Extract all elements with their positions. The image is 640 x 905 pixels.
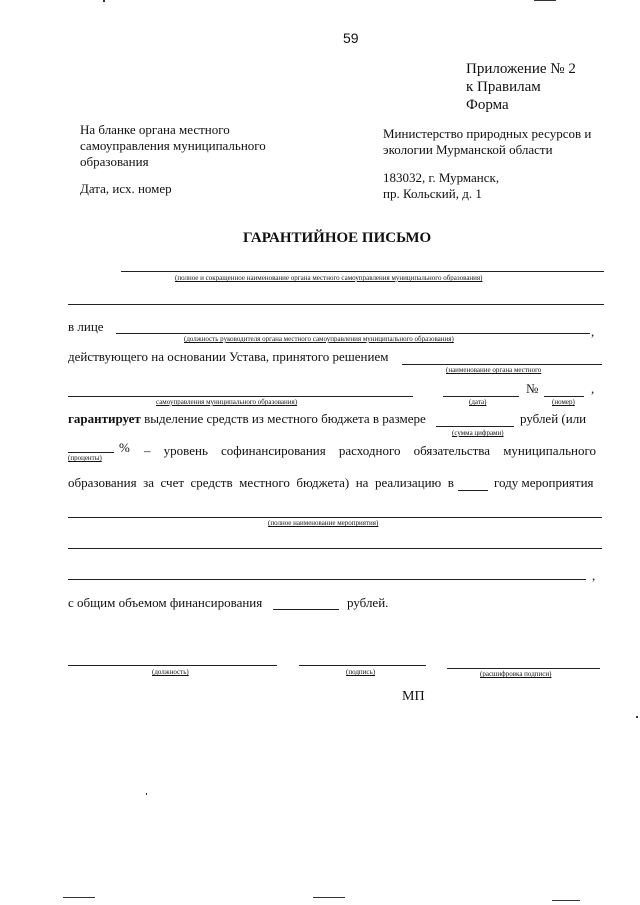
event-name-line-3	[68, 579, 586, 580]
caption-position: (должность)	[152, 668, 189, 676]
decision-number-line	[544, 396, 584, 397]
guarantee-sentence	[68, 411, 426, 427]
appendix-block	[466, 60, 576, 114]
in-person-label: в лице	[68, 319, 104, 334]
caption-head-position: (должность руководителя органа местного самоуправления муниципального образования)	[184, 335, 454, 343]
cofin-word: муниципального	[503, 443, 596, 458]
addressee-line2: экологии Мурманской области	[383, 142, 553, 157]
cofin-word: –	[144, 443, 151, 458]
year-activity-text: году мероприятия	[494, 475, 594, 490]
caption-date: (дата)	[469, 398, 487, 406]
budget-word: за	[143, 475, 154, 490]
percent-line	[68, 452, 114, 453]
scan-mark	[63, 897, 95, 898]
position-line	[68, 665, 277, 666]
signature-line	[299, 665, 426, 666]
cofin-word: обязательства	[413, 443, 491, 458]
caption-organ-name-1: (наименование органа местного	[446, 366, 542, 374]
comma-3: ,	[592, 568, 596, 583]
caption-number: (номер)	[552, 398, 575, 406]
scan-mark	[552, 900, 580, 901]
budget-word: счет	[160, 475, 185, 490]
addressee-block	[383, 126, 591, 158]
percent-sign: %	[119, 440, 130, 455]
caption-event-name: (полное наименование мероприятия)	[268, 519, 379, 527]
decision-organ-line	[402, 364, 602, 365]
total-volume-line	[273, 609, 339, 610]
cofin-word: уровень	[163, 443, 208, 458]
decision-organ-line-2	[68, 396, 413, 397]
address-line2: пр. Кольский, д. 1	[383, 186, 482, 201]
addressee-line1: Министерство природных ресурсов и	[383, 126, 592, 141]
date-ref-label: Дата, исх. номер	[80, 181, 172, 196]
cofin-word: расходного	[338, 443, 401, 458]
letterhead-line2: самоуправления муниципального	[80, 138, 266, 153]
comma-2: ,	[591, 381, 595, 396]
addressee-address	[383, 170, 499, 202]
number-sign: №	[526, 381, 539, 396]
appendix-line1: Приложение № 2	[466, 61, 576, 77]
scan-mark	[636, 716, 638, 718]
appendix-line2: к Правилам	[466, 79, 541, 95]
caption-sum-digits: (сумма цифрами)	[452, 429, 504, 437]
letterhead-note	[80, 122, 266, 170]
decoding-line	[447, 668, 600, 669]
event-name-line	[68, 517, 602, 518]
address-line1: 183032, г. Мурманск,	[383, 170, 500, 185]
year-line	[458, 490, 488, 491]
scan-mark	[534, 0, 556, 1]
rubles-or-text: рублей (или	[520, 411, 587, 426]
caption-percent: (проценты)	[68, 454, 102, 462]
decision-date-line	[443, 396, 519, 397]
cofin-word: софинансирования	[221, 443, 326, 458]
sum-line	[436, 426, 514, 427]
guarantees-word: гарантирует	[68, 411, 141, 426]
scan-mark	[313, 897, 345, 898]
letterhead-line1: На бланке органа местного	[80, 122, 230, 137]
budget-word: в	[447, 475, 454, 490]
org-name-line	[121, 271, 604, 272]
scan-mark	[103, 0, 105, 2]
document-title: ГАРАНТИЙНОЕ ПИСЬМО	[243, 230, 432, 246]
cofinancing-line	[144, 443, 596, 459]
budget-word: образования	[68, 475, 137, 490]
head-position-line	[116, 333, 590, 334]
appendix-line3: Форма	[466, 97, 509, 113]
budget-word: местного	[239, 475, 290, 490]
acting-basis-text: действующего на основании Устава, принятого решением	[68, 349, 389, 364]
caption-organ-name-2: самоуправления муниципального образования)	[156, 398, 298, 406]
caption-org-name: (полное и сокращенное наименование органа местного самоуправления муниципального образования)	[175, 274, 483, 282]
letterhead-line3: образования	[80, 154, 149, 169]
budget-line	[68, 475, 454, 491]
event-name-line-2	[68, 548, 602, 549]
caption-signature: (подпись)	[346, 668, 376, 676]
budget-word: средств	[190, 475, 233, 490]
comma-1: ,	[591, 324, 595, 339]
org-name-line-2	[68, 304, 604, 305]
budget-word: на	[355, 475, 369, 490]
scan-mark	[146, 793, 147, 795]
rubles-end-text: рублей.	[347, 595, 389, 610]
budget-word: бюджета)	[296, 475, 350, 490]
total-volume-text: с общим объемом финансирования	[68, 595, 263, 610]
stamp-place: МП	[402, 689, 425, 704]
caption-decoding: (расшифровка подписи)	[480, 670, 552, 678]
guarantees-text: выделение средств из местного бюджета в размере	[144, 411, 426, 426]
page-number: 59	[343, 30, 359, 46]
budget-word: реализацию	[374, 475, 442, 490]
